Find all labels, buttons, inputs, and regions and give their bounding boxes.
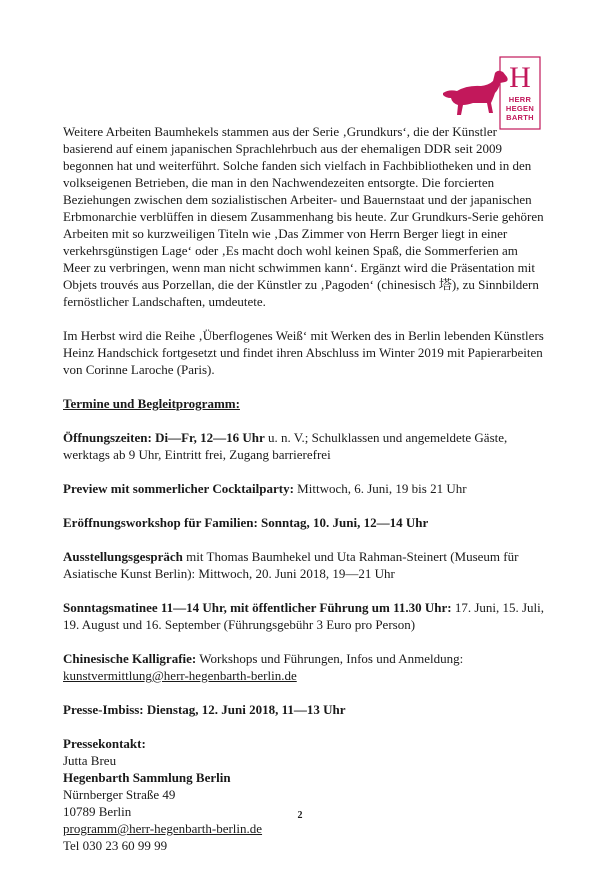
preview-label: Preview mit sommerlicher Cocktailparty:	[63, 481, 294, 496]
talk-text: mit Thomas Baumhekel und Uta Rahman-Steinert (Museum für Asiatische Kunst Berlin): Mittwoch, 20. Juni 2018, 19—21 Uhr	[63, 549, 519, 581]
logo-line-2: HEGEN	[505, 104, 535, 113]
calligraphy-email-link[interactable]: kunstvermittlung@herr-hegenbarth-berlin.de	[63, 668, 297, 683]
contact-org: Hegenbarth Sammlung Berlin	[63, 770, 231, 785]
contact-email-link[interactable]: programm@herr-hegenbarth-berlin.de	[63, 821, 263, 836]
preview-event	[63, 480, 545, 497]
logo-letter: H	[509, 61, 531, 94]
page-number: 2	[297, 810, 303, 821]
workshop-event: Eröffnungsworkshop für Familien: Sonntag, 10. Juni, 12—14 Uhr	[63, 515, 429, 530]
contact-person: Jutta Breu	[63, 753, 117, 768]
contact-street: Nürnberger Straße 49	[63, 787, 176, 802]
calligraphy-event	[63, 650, 545, 684]
talk-label: Ausstellungsgespräch	[63, 549, 183, 564]
contact-heading: Pressekontakt:	[63, 736, 146, 751]
press-event: Presse-Imbiss: Dienstag, 12. Juni 2018, 11—13 Uhr	[63, 702, 346, 717]
matinee-event	[63, 599, 545, 633]
intro-paragraph-2: Im Herbst wird die Reihe ‚Überflogenes Weiß‘ mit Werken des in Berlin lebenden Künstlers Heinz Handschick fortgesetzt und findet ihren Abschluss im Winter 2019 mit Papierarbeiten von Corinne Laroche (Paris).	[63, 328, 544, 377]
preview-text: Mittwoch, 6. Juni, 19 bis 21 Uhr	[293, 481, 467, 496]
schedule-heading: Termine und Begleitprogramm:	[63, 396, 240, 411]
matinee-label: Sonntagsmatinee 11—14 Uhr, mit öffentlicher Führung um 11.30 Uhr:	[63, 600, 452, 615]
intro-paragraph-1: Weitere Arbeiten Baumhekels stammen aus der Serie ‚Grundkurs‘, die der Künstler basierend auf einem japanischen Sprachlehrbuch aus der ehemaligen DDR seit 2009 begonnen hat und weiterführt. Solche fanden sich vielfach in Fachbibliotheken und in den volkseigenen Betrieben, die man in den Nachwendezeiten entsorgte. Die forcierten Beziehungen zwischen dem sozialistischen Arbeiter- und Bauernstaat und der japanischen Erbmonarchie verblüffen in diesem Zusammenhang bis heute. Zur Grundkurs-Serie gehören Arbeiten mit so kurzweiligen Titeln wie ‚Das Zimmer von Herrn Berger liegt in einer verkehrsgünstigen Lage‘ oder ‚Es macht doch wohl keinen Spaß, die Sommerferien am Meer zu verbringen, wenn man nicht schwimmen kann‘. Ergänzt wird die Präsentation mit Objets trouvés aus Porzellan, die der Künstler zu ‚Pagoden‘ (chinesisch 塔), zu Sinnbildern fernöstlicher Landschaften, umdeutete.	[63, 124, 544, 309]
talk-event	[63, 548, 545, 582]
opening-hours	[63, 429, 545, 463]
contact-phone: Tel 030 23 60 99 99	[63, 838, 168, 853]
press-contact	[63, 735, 545, 854]
logo-line-1: HERR	[508, 95, 532, 104]
contact-city: 10789 Berlin	[63, 804, 132, 819]
calligraphy-label: Chinesische Kalligrafie:	[63, 651, 197, 666]
document-body	[63, 123, 545, 871]
calligraphy-text: Workshops und Führungen, Infos und Anmeldung:	[196, 651, 464, 666]
opening-hours-text: u. n. V.; Schulklassen und angemeldete Gäste, werktags ab 9 Uhr, Eintritt frei, Zugang barrierefrei	[63, 430, 508, 462]
matinee-text: 17. Juni, 15. Juli, 19. August und 16. September (Führungsgebühr 3 Euro pro Person)	[63, 600, 545, 632]
logo-line-3: BARTH	[506, 113, 534, 122]
opening-hours-label: Öffnungszeiten: Di—Fr, 12—16 Uhr	[63, 430, 265, 445]
